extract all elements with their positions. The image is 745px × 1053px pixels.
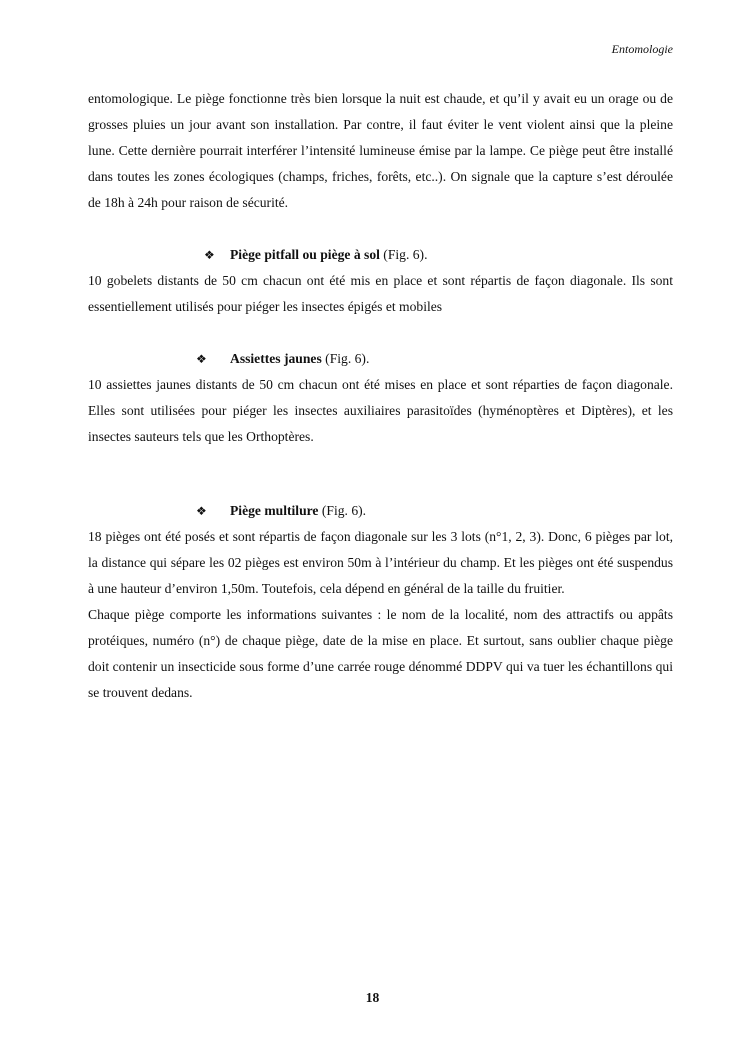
section-title-text: Assiettes jaunes bbox=[230, 351, 322, 366]
section-heading-multilure bbox=[88, 498, 673, 524]
running-header-title: Entomologie bbox=[611, 42, 673, 56]
diamond-bullet-icon: ❖ bbox=[196, 504, 207, 518]
figure-reference: (Fig. 6). bbox=[379, 247, 428, 262]
section-title-multilure bbox=[230, 498, 366, 524]
figure-reference: (Fig. 6). bbox=[318, 503, 367, 518]
intro-paragraph: entomologique. Le piège fonctionne très bien lorsque la nuit est chaude, et qu’il y avait eu un orage ou de grosses pluies un jour avant son installation. Par contre, il faut éviter le vent violent ainsi que la pleine lune. Cette dernière pourrait interférer l’intensité lumineuse émise par la lampe. Ce piège peut être installé dans toutes les zones écologiques (champs, friches, forêts, etc..). On signale que la capture s’est déroulée de 18h à 24h pour raison de sécurité. bbox=[88, 91, 673, 210]
section-title-text: Piège multilure bbox=[230, 503, 319, 518]
page-number: 18 bbox=[365, 990, 380, 1005]
section-paragraph: 10 assiettes jaunes distants de 50 cm chacun ont été mises en place et sont réparties de façon diagonale. Elles sont utilisées pour piéger les insectes auxiliaires parasitoïdes (hyménoptères et Diptères), et les insectes sauteurs tels que les Orthoptères. bbox=[88, 377, 673, 444]
section-heading-assiettes bbox=[88, 346, 673, 372]
section-title-pitfall bbox=[230, 242, 427, 268]
diamond-bullet-icon: ❖ bbox=[204, 248, 215, 262]
section-title-assiettes bbox=[230, 346, 369, 372]
diamond-bullet-icon: ❖ bbox=[196, 352, 207, 366]
section-paragraph: 18 pièges ont été posés et sont répartis de façon diagonale sur les 3 lots (n°1, 2, 3). Donc, 6 pièges par lot, la distance qui sépare les 02 pièges est environ 50m à l’intérieur du champ. Et les pièges ont été suspendus à une hauteur d’environ 1,50m. Toutefois, cela dépend en général de la taille du fruitier. bbox=[88, 529, 673, 596]
figure-reference: (Fig. 6). bbox=[321, 351, 370, 366]
section-title-text: Piège pitfall ou piège à sol bbox=[230, 247, 380, 262]
section-heading-pitfall bbox=[88, 242, 673, 268]
section-paragraph: Chaque piège comporte les informations suivantes : le nom de la localité, nom des attractifs ou appâts protéiques, numéro (n°) de chaque piège, date de la mise en place. Et surtout, sans oublier chaque piège doit contenir un insecticide sous forme d’une carrée rouge dénommé DDPV qui va tuer les échantillons qui se trouvent dedans. bbox=[88, 607, 673, 700]
page-body bbox=[88, 86, 673, 706]
section-paragraph: 10 gobelets distants de 50 cm chacun ont été mis en place et sont répartis de façon diagonale. Ils sont essentiellement utilisés pour piéger les insectes épigés et mobiles bbox=[88, 273, 673, 314]
